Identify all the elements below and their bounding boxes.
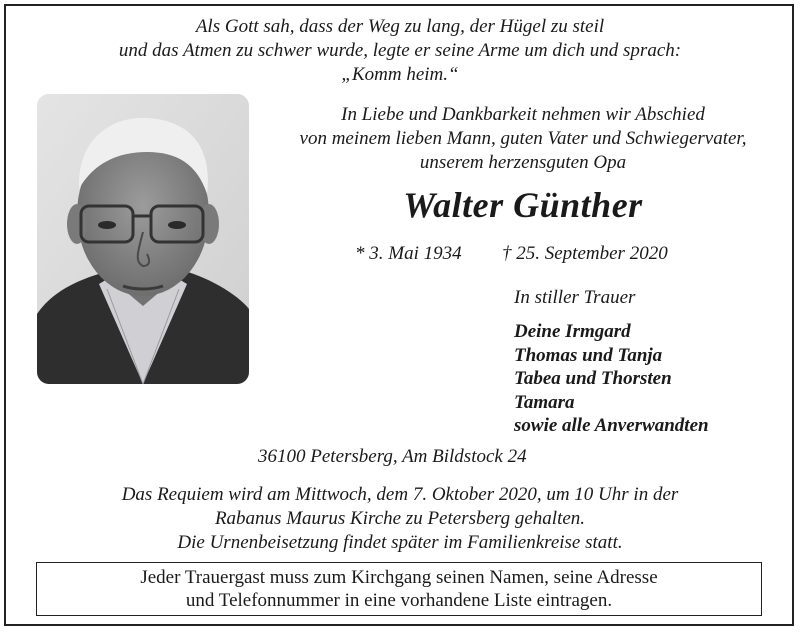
mourner-name: Tabea und Thorsten [514,368,672,389]
mourner-name: Deine Irmgard [514,321,631,342]
service-line-1: Das Requiem wird am Mittwoch, dem 7. Oktober 2020, um 10 Uhr in der [121,484,679,505]
family-address: 36100 Petersberg, Am Bildstock 24 [258,446,527,467]
farewell-line-1: In Liebe und Dankbarkeit nehmen wir Abschied [341,104,705,125]
farewell-line-3: unserem herzensguten Opa [419,152,627,173]
mourner-name: Thomas und Tanja [514,344,663,366]
mourner-name: Tamara [514,391,575,413]
verse-line-2: und das Atmen zu schwer wurde, legte er seine Arme um dich und sprach: [118,40,682,61]
notice-line-2: und Telefonnummer in eine vorhandene Liste eintragen. [185,590,613,611]
mourner-name: sowie alle Anverwandten [514,415,709,436]
verse-line-1: Als Gott sah, dass der Weg zu lang, der Hügel zu steil [195,16,605,37]
service-line-2: Rabanus Maurus Kirche zu Petersberg gehalten. [214,508,586,529]
death-date: † 25. September 2020 [502,243,668,264]
verse-line-3: „Komm heim.“ [341,64,459,85]
mourners-list [514,320,709,438]
deceased-name: Walter Günther [403,185,643,225]
farewell-line-2: von meinem lieben Mann, guten Vater und Schwiegervater, [299,128,747,149]
mourning-intro: In stiller Trauer [514,287,636,308]
service-line-3: Die Urnenbeisetzung findet später im Familienkreise statt. [177,532,623,553]
attendance-notice-box [36,562,762,616]
birth-date: * 3. Mai 1934 [355,243,462,264]
notice-line-1: Jeder Trauergast muss zum Kirchgang seinen Namen, seine Adresse [140,567,658,588]
portrait-photo [37,94,249,384]
